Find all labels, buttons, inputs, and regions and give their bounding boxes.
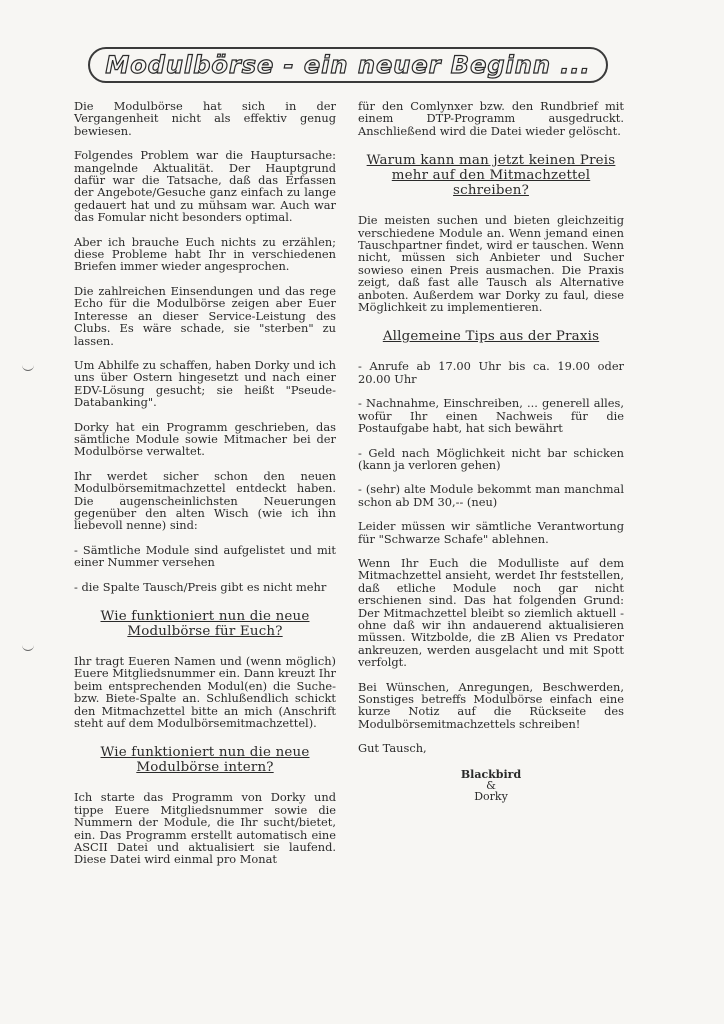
page-title: Modulbörse - ein neuer Beginn ... xyxy=(105,51,591,79)
paragraph: Die Modulbörse hat sich in der Vergangenheit nicht als effektiv genug bewiesen. xyxy=(74,99,336,138)
section-heading: Wie funktioniert nun die neue Modulbörse für Euch? xyxy=(100,609,310,639)
paragraph: Dorky hat ein Programm geschrieben, das sämtliche Module sowie Mitmacher bei der Modulbörse verwaltet. xyxy=(74,419,336,459)
section-heading: Warum kann man jetzt keinen Preis mehr auf den Mitmachzettel schreiben? xyxy=(366,153,616,199)
signature xyxy=(358,769,624,802)
paragraph: Wenn Ihr Euch die Modulliste auf dem Mitmachzettel ansieht, werdet Ihr feststellen, daß etliche Module noch gar nicht erschienen sind. Das hat folgenden Grund: Der Mitmachzettel bleibt so ziemlich aktuell - ohne daß wir ihn andauerend aktualisieren müssen. Witzbolde, die zB Alien vs Predator ankreuzen, werden ausgelacht und mit Spott verfolgt. xyxy=(358,555,624,670)
paragraph: Bei Wünschen, Anregungen, Beschwerden, Sonstiges betreffs Modulbörse einfach eine kurze Notiz auf die Rückseite des Modulbörsemitmachzettels schreiben! xyxy=(358,679,624,731)
title-banner xyxy=(88,47,608,83)
paragraph: Ihr tragt Eueren Namen und (wenn möglich) Euere Mitgliedsnummer ein. Dann kreuzt Ihr beim entsprechenden Modul(en) die Suche- bzw. Biete-Spalte an. Schlußendlich schickt den Mitmachzettel bitte an mich (Anschrift steht auf dem Modulbörsemitmachzettel). xyxy=(74,654,336,731)
paragraph: Folgendes Problem war die Hauptursache: mangelnde Aktualität. Der Hauptgrund dafür war die Tatsache, daß das Erfassen der Angebote/Gesuche ganz einfach zu lange gedauert hat und zu mühsam war. Auch war das Fomular nicht besonders optimal. xyxy=(74,148,336,225)
paragraph: Aber ich brauche Euch nichts zu erzählen; diese Probleme habt Ihr in verschiedenen Briefen immer wieder angesprochen. xyxy=(74,234,336,274)
list-item: - Nachnahme, Einschreiben, ... generell alles, wofür Ihr einen Nachweis für die Postaufgabe habt, hat sich bewährt xyxy=(358,396,624,436)
signature-name: Blackbird xyxy=(460,767,522,781)
paragraph: für den Comlynxer bzw. den Rundbrief mit einem DTP-Programm ausgedruckt. Anschließend wird die Datei wieder gelöscht. xyxy=(358,99,624,138)
paragraph: Gut Tausch, xyxy=(358,741,427,756)
list-item: - Geld nach Möglichkeit nicht bar schicken (kann ja verloren gehen) xyxy=(358,445,624,472)
paragraph: Ich starte das Programm von Dorky und tippe Euere Mitgliedsnummer sowie die Nummern der Module, die Ihr sucht/bietet, ein. Das Programm erstellt automatisch eine ASCII Datei und aktualisiert sie laufend. Diese Datei wird einmal pro Monat xyxy=(74,790,336,867)
paragraph: Die meisten suchen und bieten gleichzeitig verschiedene Module an. Wenn jemand einen Tauschpartner findet, wird er tauschen. Wenn nicht, müssen sich Anbieter und Sucher sowieso einen Preis ausmachen. Die Praxis zeigt, daß fast alle Tausch als Alternative anboten. Außerdem war Dorky zu faul, diese Möglichkeit zu implementieren. xyxy=(358,213,624,315)
section-heading: Allgemeine Tips aus der Praxis xyxy=(382,329,600,345)
list-item: - Anrufe ab 17.00 Uhr bis ca. 19.00 oder 20.00 Uhr xyxy=(358,359,624,386)
list-item: - die Spalte Tausch/Preis gibt es nicht mehr xyxy=(74,579,327,594)
list-item: - Sämtliche Module sind aufgelistet und mit einer Nummer versehen xyxy=(74,542,336,570)
paragraph: Ihr werdet sicher schon den neuen Modulbörsemitmachzettel entdeckt haben. Die augenscheinlichsten Neuerungen gegenüber den alten Wisch (wie ich ihn liebevoll nenne) sind: xyxy=(74,468,336,533)
signature-name-2: Dorky xyxy=(474,789,508,803)
binder-hole-mark xyxy=(22,642,34,651)
paragraph: Die zahlreichen Einsendungen und das rege Echo für die Modulbörse zeigen aber Euer Interesse an dieser Service-Leistung des Clubs. Es wäre schade, sie "sterben" zu lassen. xyxy=(74,283,336,348)
signature-ampersand: & xyxy=(486,778,496,792)
right-column xyxy=(358,100,624,802)
binder-hole-mark xyxy=(22,362,34,371)
paragraph: Leider müssen wir sämtliche Verantwortung für "Schwarze Schafe" ablehnen. xyxy=(358,519,624,546)
section-heading: Wie funktioniert nun die neue Modulbörse intern? xyxy=(100,745,310,776)
list-item: - (sehr) alte Module bekommt man manchmal schon ab DM 30,-- (neu) xyxy=(358,482,624,509)
paragraph: Um Abhilfe zu schaffen, haben Dorky und ich uns über Ostern hingesetzt und nach einer EDV-Lösung gesucht; sie heißt "Pseude-Databanking". xyxy=(74,357,336,410)
left-column xyxy=(74,100,336,878)
